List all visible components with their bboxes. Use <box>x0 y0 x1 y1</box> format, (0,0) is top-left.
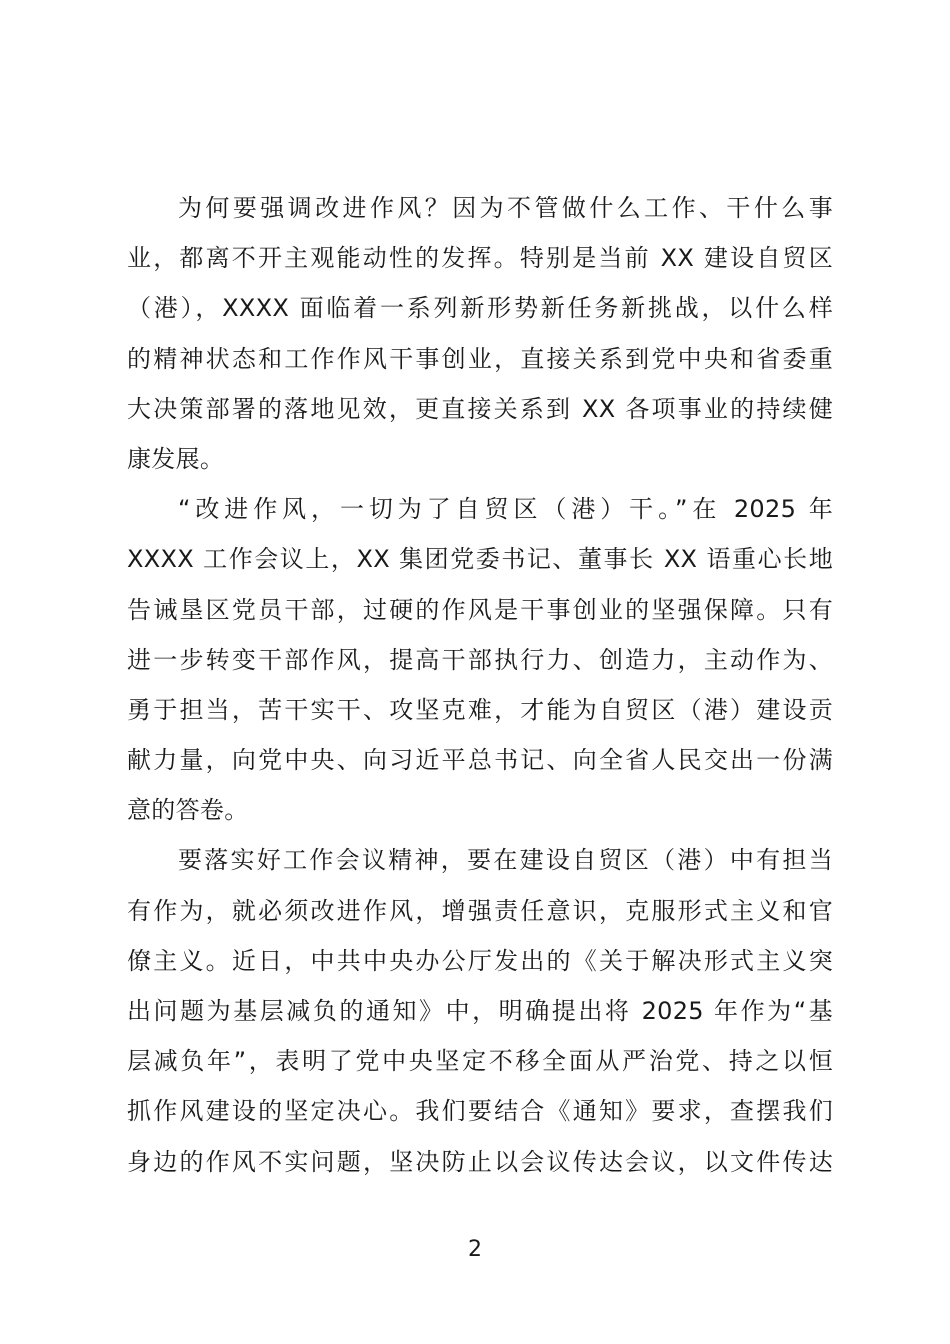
text-line: 出问题为基层减负的通知》中，明确提出将 2025 年作为“基 <box>127 997 833 1025</box>
text-line: XXXX 工作会议上，XX 集团党委书记、董事长 XX 语重心长地 <box>127 545 833 574</box>
text-line: 的精神状态和工作作风干事创业，直接关系到党中央和省委重 <box>127 344 833 373</box>
text-line: 献力量，向党中央、向习近平总书记、向全省人民交出一份满 <box>127 746 833 775</box>
paragraph-3 <box>127 835 833 1186</box>
text-line: 告诫垦区党员干部，过硬的作风是干事创业的坚强保障。只有 <box>127 595 833 624</box>
text-line: 业，都离不开主观能动性的发挥。特别是当前 XX 建设自贸区 <box>127 244 833 273</box>
text-line: 大决策部署的落地见效，更直接关系到 XX 各项事业的持续健 <box>127 394 833 423</box>
text-line: 勇于担当，苦干实干、攻坚克难，才能为自贸区（港）建设贡 <box>127 695 833 724</box>
text-line: 进一步转变干部作风，提高干部执行力、创造力，主动作为、 <box>127 645 833 674</box>
paragraph-1 <box>127 183 833 484</box>
text-line: 有作为，就必须改进作风，增强责任意识，克服形式主义和官 <box>127 896 833 925</box>
text-line: 要落实好工作会议精神，要在建设自贸区（港）中有担当 <box>178 846 833 875</box>
body-text <box>127 183 833 1187</box>
text-line: “改进作风，一切为了自贸区（港）干。”在 2025 年 <box>178 495 833 524</box>
text-line: 为何要强调改进作风？因为不管做什么工作、干什么事 <box>178 194 833 222</box>
text-line: 僚主义。近日，中共中央办公厅发出的《关于解决形式主义突 <box>127 946 833 975</box>
paragraph-2 <box>127 484 833 835</box>
text-line: （港），XXXX 面临着一系列新形势新任务新挑战，以什么样 <box>127 294 833 323</box>
text-line: 意的答卷。 <box>127 796 249 825</box>
page-number: 2 <box>468 1237 482 1262</box>
text-line: 层减负年”，表明了党中央坚定不移全面从严治党、持之以恒 <box>127 1047 834 1076</box>
text-line: 康发展。 <box>127 444 225 473</box>
text-line: 抓作风建设的坚定决心。我们要结合《通知》要求，查摆我们 <box>127 1097 833 1126</box>
text-line: 身边的作风不实问题，坚决防止以会议传达会议，以文件传达 <box>127 1147 833 1176</box>
